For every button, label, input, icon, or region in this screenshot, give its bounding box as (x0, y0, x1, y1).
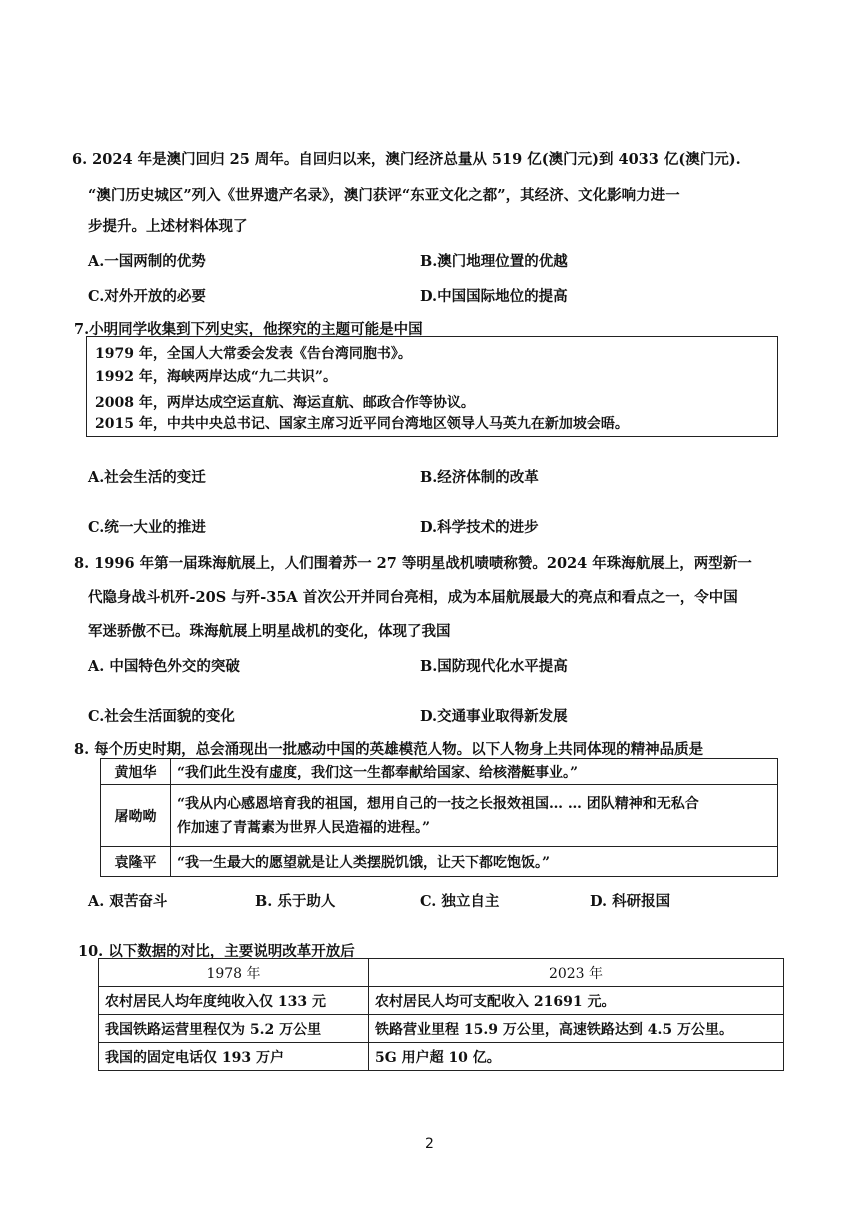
table-row (99, 1043, 784, 1071)
q8a-line2: 代隐身战斗机歼-20S 与歼-35A 首次公开并同台亮相，成为本届航展最大的亮点和看点之一，令中国 (88, 589, 738, 606)
q6-option-c[interactable]: C.对外开放的必要 (88, 288, 206, 305)
q7-option-b[interactable]: B.经济体制的改革 (420, 469, 539, 486)
q6-option-d[interactable]: D.中国国际地位的提高 (420, 288, 568, 305)
q8b-option-c[interactable]: C. 独立自主 (420, 893, 500, 910)
q10-data-table (98, 958, 784, 1071)
table-cell: 铁路营业里程 15.9 万公里，高速铁路达到 4.5 万公里。 (369, 1015, 784, 1043)
q7-fact-box (86, 336, 778, 437)
q8a-option-d[interactable]: D.交通事业取得新发展 (420, 708, 568, 725)
q7-stem: 7.小明同学收集到下列史实，他探究的主题可能是中国 (74, 321, 423, 338)
q6-line1: 6. 2024 年是澳门回归 25 周年。自回归以来，澳门经济总量从 519 亿(澳门元)到 4033 亿(澳门元). (72, 151, 741, 168)
table-cell: 农村居民人均年度纯收入仅 133 元 (99, 987, 369, 1015)
q8a-line1: 8. 1996 年第一届珠海航展上，人们围着苏一 27 等明星战机啧啧称赞。2024 年珠海航展上，两型新一 (74, 555, 752, 572)
q8b-hero-table (100, 758, 778, 877)
table-row (99, 987, 784, 1015)
column-header: 2023 年 (369, 959, 784, 987)
q8b-option-a[interactable]: A. 艰苦奋斗 (88, 893, 168, 910)
q7-option-d[interactable]: D.科学技术的进步 (420, 519, 539, 536)
q6-option-a[interactable]: A.一国两制的优势 (88, 253, 206, 270)
q10-stem: 10. 以下数据的对比，主要说明改革开放后 (78, 943, 355, 960)
hero-name: 袁隆平 (101, 847, 171, 877)
q7-fact-1: 1979 年，全国人大常委会发表《告台湾同胞书》。 (95, 346, 412, 362)
q8b-option-d[interactable]: D. 科研报国 (590, 893, 671, 910)
q8b-option-b[interactable]: B. 乐于助人 (255, 893, 336, 910)
hero-quote: “我一生最大的愿望就是让人类摆脱饥饿，让天下都吃饱饭。” (171, 847, 778, 877)
q8a-line3: 军迷骄傲不已。珠海航展上明星战机的变化，体现了我国 (88, 623, 451, 640)
q6-option-b[interactable]: B.澳门地理位置的优越 (420, 253, 568, 270)
table-row (101, 847, 778, 877)
q8a-option-c[interactable]: C.社会生活面貌的变化 (88, 708, 235, 725)
hero-name: 屠呦呦 (101, 785, 171, 847)
table-cell: 我国的固定电话仅 193 万户 (99, 1043, 369, 1071)
table-header-row (99, 959, 784, 987)
q7-fact-4: 2015 年，中共中央总书记、国家主席习近平同台湾地区领导人马英九在新加坡会晤。 (95, 416, 629, 432)
q8a-option-a[interactable]: A. 中国特色外交的突破 (88, 658, 240, 675)
hero-quote-line2: 作加速了青蒿素为世界人民造福的进程。” (177, 819, 431, 836)
q8b-stem: 8. 每个历史时期，总会涌现出一批感动中国的英雄模范人物。以下人物身上共同体现的精神品质是 (74, 741, 704, 758)
hero-quote: “我们此生没有虚度，我们这一生都奉献给国家、给核潜艇事业。” (171, 759, 778, 785)
q7-option-c[interactable]: C.统一大业的推进 (88, 519, 206, 536)
q7-fact-2: 1992 年，海峡两岸达成“九二共识”。 (95, 369, 337, 385)
table-row (101, 785, 778, 847)
table-row (99, 1015, 784, 1043)
q6-line2: “澳门历史城区”列入《世界遗产名录》，澳门获评“东亚文化之都”，其经济、文化影响力进一 (88, 187, 680, 204)
q7-fact-3: 2008 年，两岸达成空运直航、海运直航、邮政合作等协议。 (95, 395, 475, 411)
q7-option-a[interactable]: A.社会生活的变迁 (88, 469, 206, 486)
table-cell: 我国铁路运营里程仅为 5.2 万公里 (99, 1015, 369, 1043)
column-header: 1978 年 (99, 959, 369, 987)
hero-quote (171, 785, 778, 847)
q8a-option-b[interactable]: B.国防现代化水平提高 (420, 658, 568, 675)
table-cell: 农村居民人均可支配收入 21691 元。 (369, 987, 784, 1015)
page-number: 2 (425, 1136, 434, 1152)
table-cell: 5G 用户超 10 亿。 (369, 1043, 784, 1071)
q6-line3: 步提升。上述材料体现了 (88, 218, 248, 235)
hero-name: 黄旭华 (101, 759, 171, 785)
table-row (101, 759, 778, 785)
hero-quote-line1: “我从内心感恩培育我的祖国，想用自己的一技之长报效祖国… … 团队精神和无私合 (177, 795, 699, 812)
